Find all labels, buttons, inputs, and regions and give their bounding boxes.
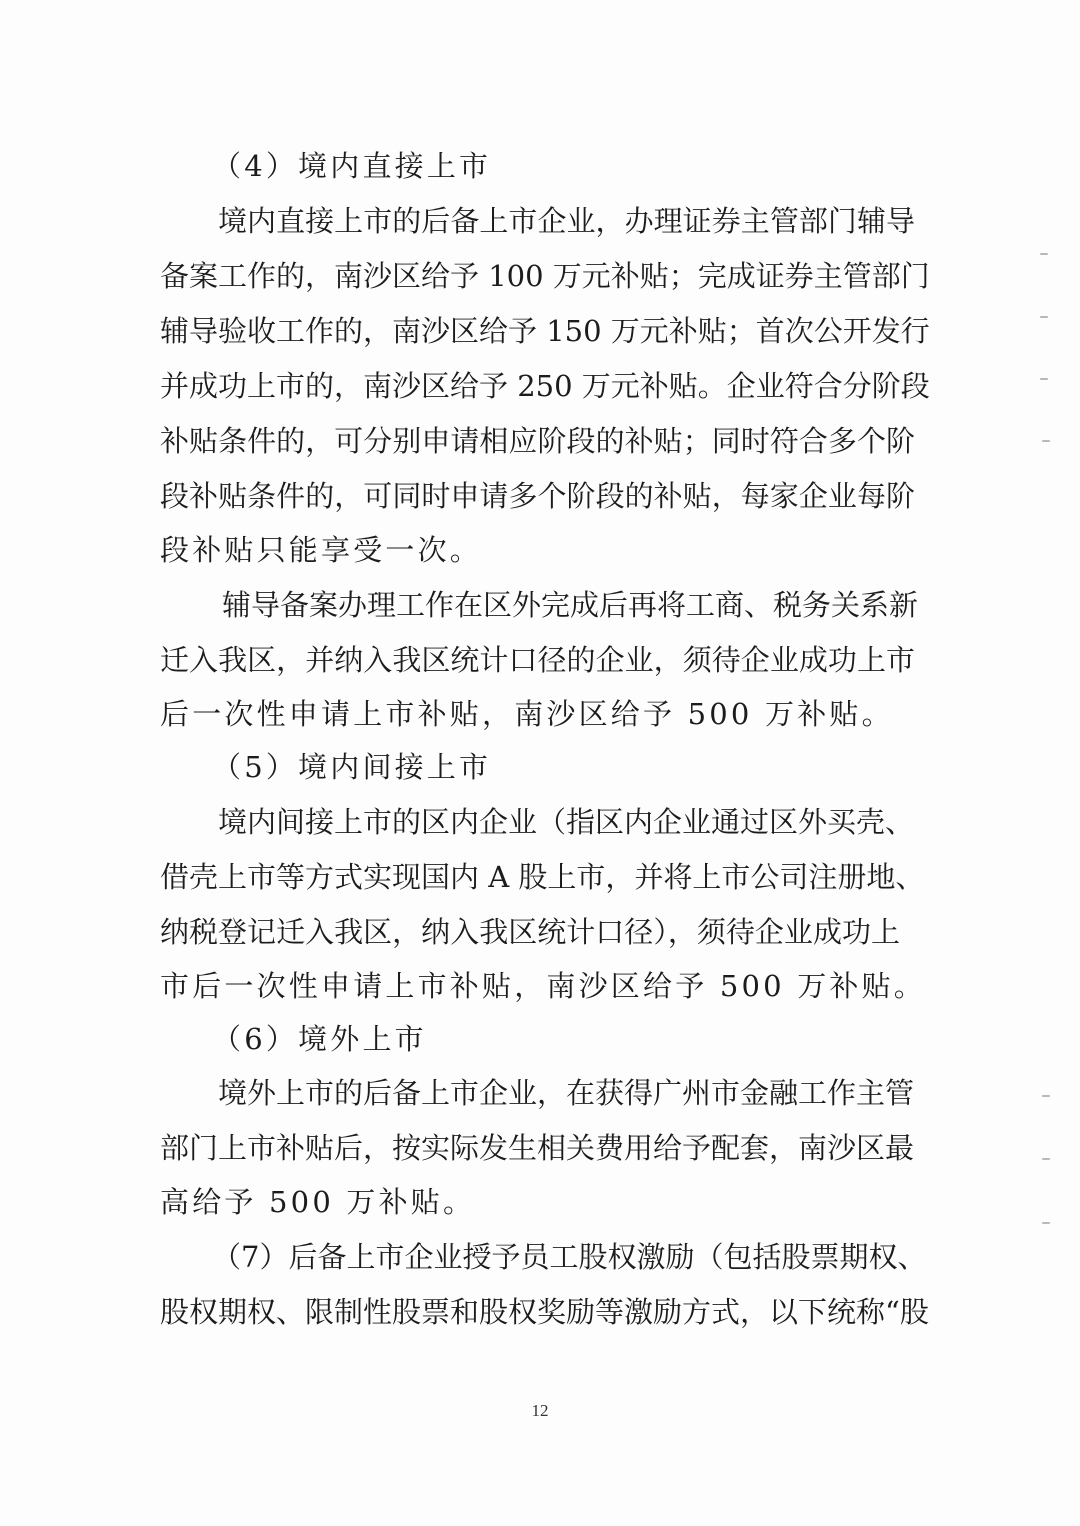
scan-mark	[1042, 440, 1050, 442]
paragraph-line: 部门上市补贴后，按实际发生相关费用给予配套，南沙区最	[160, 1131, 915, 1165]
scan-mark	[1042, 1158, 1050, 1160]
scan-mark	[1040, 378, 1048, 380]
scan-mark	[1040, 316, 1048, 318]
paragraph-line: 境外上市的后备上市企业，在获得广州市金融工作主管	[218, 1076, 915, 1110]
paragraph-line: 股权期权、限制性股票和股权奖励等激励方式，以下统称“股	[160, 1295, 929, 1329]
paragraph-line: 借壳上市等方式实现国内 A 股上市，并将上市公司注册地、	[160, 860, 925, 894]
scan-mark	[1042, 1095, 1050, 1097]
paragraph-line: 备案工作的，南沙区给予 100 万元补贴；完成证券主管部门	[160, 259, 930, 293]
paragraph-line: 段补贴条件的，可同时申请多个阶段的补贴，每家企业每阶	[160, 479, 915, 513]
paragraph-line: 纳税登记迁入我区，纳入我区统计口径），须待企业成功上	[160, 915, 900, 949]
paragraph-line: 后一次性申请上市补贴，南沙区给予 500 万补贴。	[160, 697, 894, 731]
scan-mark	[1042, 1222, 1050, 1224]
paragraph-line: 段补贴只能享受一次。	[160, 533, 483, 567]
paragraph-line: 境内直接上市的后备上市企业，办理证券主管部门辅导	[218, 204, 915, 238]
heading-4: （4）境内直接上市	[212, 149, 492, 183]
heading-5: （5）境内间接上市	[212, 750, 492, 784]
paragraph-line: 市后一次性申请上市补贴，南沙区给予 500 万补贴。	[160, 969, 926, 1003]
scan-mark	[1040, 253, 1048, 255]
heading-7: （7）后备上市企业授予员工股权激励（包括股票期权、	[212, 1240, 927, 1274]
paragraph-line: 境内间接上市的区内企业（指区内企业通过区外买壳、	[218, 805, 915, 839]
paragraph-line: 辅导验收工作的，南沙区给予 150 万元补贴；首次公开发行	[160, 314, 930, 348]
page-number: 12	[531, 1401, 549, 1420]
paragraph-line: 迁入我区，并纳入我区统计口径的企业，须待企业成功上市	[160, 643, 915, 677]
paragraph-line: 高给予 500 万补贴。	[160, 1185, 476, 1219]
paragraph-line: 补贴条件的，可分别申请相应阶段的补贴；同时符合多个阶	[160, 424, 915, 458]
paragraph-line: 并成功上市的，南沙区给予 250 万元补贴。企业符合分阶段	[160, 369, 930, 403]
paragraph-line: 辅导备案办理工作在区外完成后再将工商、税务关系新	[222, 588, 919, 622]
heading-6: （6）境外上市	[212, 1022, 427, 1056]
